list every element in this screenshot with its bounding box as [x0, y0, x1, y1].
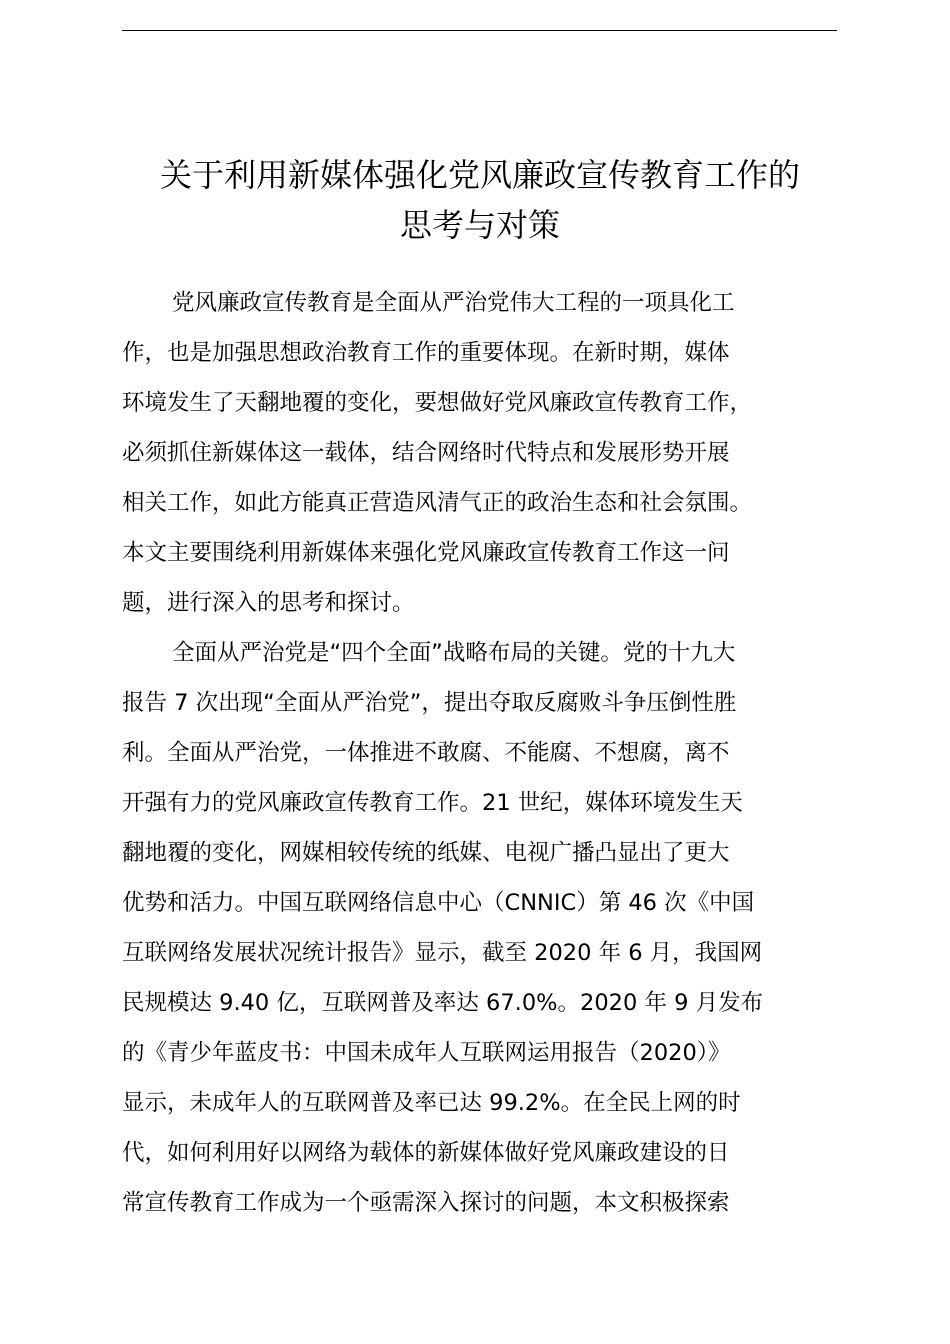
- text-line: 党风廉政宣传教育是全面从严治党伟大工程的一项具化工: [172, 290, 735, 316]
- text-line: 显示，未成年人的互联网普及率已达 99.2%。在全民上网的时: [122, 1090, 741, 1116]
- title-line-2: 思考与对策: [399, 206, 560, 244]
- text-line: 题，进行深入的思考和探讨。: [122, 590, 415, 616]
- document-body: [122, 278, 862, 1228]
- text-line: 民规模达 9.40 亿，互联网普及率达 67.0%。2020 年 9 月发布: [122, 990, 764, 1016]
- header-rule: [122, 30, 837, 31]
- paragraph-1: [122, 278, 862, 628]
- paragraph-2: [122, 628, 862, 1228]
- text-line: 翻地覆的变化，网媒相较传统的纸媒、电视广播凸显出了更大: [122, 840, 730, 866]
- text-line: 代，如何利用好以网络为载体的新媒体做好党风廉政建设的日: [122, 1140, 730, 1166]
- document-title: [100, 150, 860, 250]
- text-line: 本文主要围绕利用新媒体来强化党风廉政宣传教育工作这一问: [122, 540, 730, 566]
- text-line: 优势和活力。中国互联网络信息中心（CNNIC）第 46 次《中国: [122, 890, 755, 916]
- text-line: 开强有力的党风廉政宣传教育工作。21 世纪，媒体环境发生天: [122, 790, 743, 816]
- text-line: 常宣传教育工作成为一个亟需深入探讨的问题，本文积极探索: [122, 1190, 730, 1216]
- title-line-1: 关于利用新媒体强化党风廉政宣传教育工作的: [159, 156, 800, 194]
- text-line: 相关工作，如此方能真正营造风清气正的政治生态和社会氛围。: [122, 490, 753, 516]
- text-line: 报告 7 次出现“全面从严治党”，提出夺取反腐败斗争压倒性胜: [122, 690, 737, 716]
- text-line: 的《青少年蓝皮书：中国未成年人互联网运用报告（2020）》: [122, 1040, 731, 1066]
- text-line: 互联网络发展状况统计报告》显示，截至 2020 年 6 月，我国网: [122, 940, 763, 966]
- text-line: 作，也是加强思想政治教育工作的重要体现。在新时期，媒体: [122, 340, 730, 366]
- text-line: 全面从严治党是“四个全面”战略布局的关键。党的十九大: [172, 640, 736, 666]
- text-line: 环境发生了天翻地覆的变化，要想做好党风廉政宣传教育工作，: [122, 390, 753, 416]
- text-line: 利。全面从严治党，一体推进不敢腐、不能腐、不想腐，离不: [122, 740, 730, 766]
- text-line: 必须抓住新媒体这一载体，结合网络时代特点和发展形势开展: [122, 440, 730, 466]
